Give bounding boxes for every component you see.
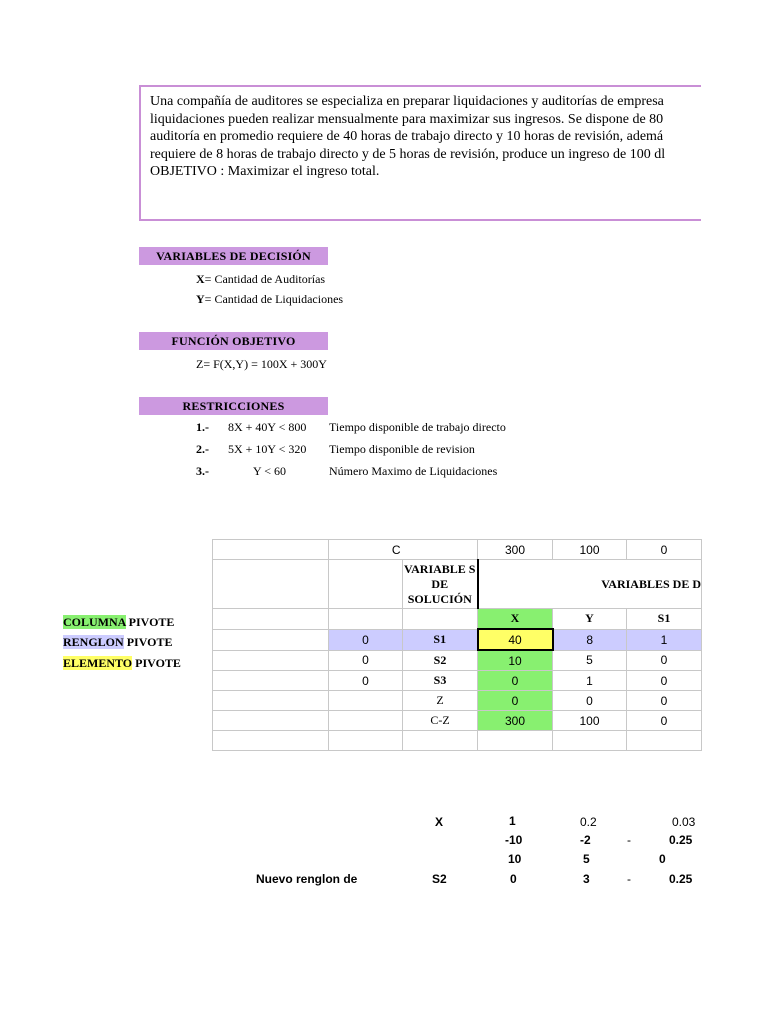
objective-header: FUNCIÓN OBJETIVO [139,332,328,350]
calc-value: 0.25 [669,833,693,847]
calc-value: 0 [659,852,666,866]
table-cell [329,731,403,751]
calc-value: 3 [583,872,590,886]
constraint-expression: 5X + 10Y < 320 [228,442,307,456]
table-row [213,629,702,650]
table-row [213,560,702,609]
cb-value: 0 [329,650,403,671]
table-row [213,671,702,691]
col-header-x: X [478,609,553,630]
problem-statement [139,85,701,221]
c-value-x: 300 [478,540,553,560]
table-row [213,609,702,630]
table-cell [213,711,329,731]
variable-x [196,272,325,286]
table-row [213,540,702,560]
table-cell [403,540,478,560]
cell-x: 10 [478,650,553,671]
calc-row-label: S2 [432,872,447,886]
pivot-element-label [63,656,181,670]
table-row [213,711,702,731]
basis-var: S3 [403,671,478,691]
calc-value: -10 [505,833,523,847]
variables-header: VARIABLES DE DECISIÓN [139,247,328,265]
col-header-y: Y [553,609,627,630]
table-row [213,650,702,671]
cell-x: 0 [478,671,553,691]
cb-value: 0 [329,671,403,691]
table-cell [213,609,329,630]
pivot-element-label-b: PIVOTE [132,656,181,670]
pivot-column-label-a: COLUMNA [63,615,126,629]
c-value-s1: 0 [627,540,702,560]
variable-y [196,292,343,306]
cell-s1: 0 [627,671,702,691]
problem-line: liquidaciones pueden realizar mensualmente para maximizar sus ingresos. Se dispone de 80 [150,111,664,127]
variable-x-desc: = Cantidad de Auditorías [204,272,326,286]
constraints-header: RESTRICCIONES [139,397,328,415]
calc-value: 0.2 [580,815,597,829]
table-row [213,691,702,711]
cell-x: 0 [478,691,553,711]
variable-y-symbol: Y [196,292,205,306]
cell-x: 300 [478,711,553,731]
basis-var: S1 [403,629,478,650]
problem-line: requiere de 8 horas de trabajo directo y de 5 horas de revisión, produce un ingreso de 100 dl [150,146,666,162]
problem-line: OBJETIVO : Maximizar el ingreso total. [150,164,380,179]
table-cell [213,629,329,650]
cell-y: 1 [553,671,627,691]
pivot-element-label-a: ELEMENTO [63,656,133,670]
constraint-number: 1.- [196,420,209,434]
c-value-y: 100 [553,540,627,560]
problem-line: auditoría en promedio requiere de 40 horas de trabajo directo y 10 horas de revisión, ademá [150,129,664,144]
calc-value: 1 [509,814,516,828]
solution-variables-header: VARIABLE S DE SOLUCIÓN [403,560,478,609]
table-cell [213,691,329,711]
pivot-row-label-a: RENGLON [63,635,124,649]
table-row [213,731,702,751]
cell-y: 8 [553,629,627,650]
table-cell [553,731,627,751]
table-cell [213,671,329,691]
constraint-description: Tiempo disponible de trabajo directo [329,420,506,434]
problem-line: Una compañía de auditores se especializa en preparar liquidaciones y auditorías de empresa [150,94,664,109]
col-header-s1: S1 [627,609,702,630]
constraint-expression: Y < 60 [253,464,286,478]
cell-y: 5 [553,650,627,671]
new-row-label: Nuevo renglon de [256,872,358,886]
c-label: C [329,540,403,560]
calc-value: -2 [580,833,591,847]
constraint-description: Tiempo disponible de revision [329,442,475,456]
cell-s1: 0 [627,650,702,671]
table-cell [213,650,329,671]
calc-value: 0 [510,872,517,886]
table-cell [213,731,329,751]
calc-value: 10 [508,852,522,866]
constraint-expression: 8X + 40Y < 800 [228,420,307,434]
calc-row-label: X [435,815,444,829]
basis-var: S2 [403,650,478,671]
variable-y-desc: = Cantidad de Liquidaciones [204,292,344,306]
pivot-column-label-b: PIVOTE [125,615,175,629]
table-cell [329,560,403,609]
cb-value [329,691,403,711]
cell-s1: 1 [627,629,702,650]
basis-var: C-Z [403,711,478,731]
table-cell [403,609,478,630]
calc-value: 5 [583,852,590,866]
cell-s1: 0 [627,691,702,711]
constraint-number: 3.- [196,464,209,478]
cell-y: 0 [553,691,627,711]
calc-dash: - [627,872,631,886]
calc-value: 0.03 [672,815,696,829]
cb-value [329,711,403,731]
variable-x-symbol: X [196,272,205,286]
pivot-element[interactable]: 40 [478,629,553,650]
table-cell [329,609,403,630]
constraint-number: 2.- [196,442,209,456]
table-cell [403,731,478,751]
pivot-column-label [63,615,174,629]
table-cell [213,560,329,609]
calc-value: 0.25 [669,872,693,886]
cell-s1: 0 [627,711,702,731]
pivot-row-label-b: PIVOTE [123,635,173,649]
decision-variables-header: VARIABLES DE D [478,560,702,609]
table-cell [478,731,553,751]
cb-value: 0 [329,629,403,650]
objective-formula: Z= F(X,Y) = 100X + 300Y [196,357,327,371]
pivot-row-label [63,635,172,649]
basis-var: Z [403,691,478,711]
calc-dash: - [627,833,631,847]
table-cell [213,540,329,560]
constraint-description: Número Maximo de Liquidaciones [329,464,498,478]
cell-y: 100 [553,711,627,731]
simplex-table [212,539,702,751]
table-cell [627,731,702,751]
